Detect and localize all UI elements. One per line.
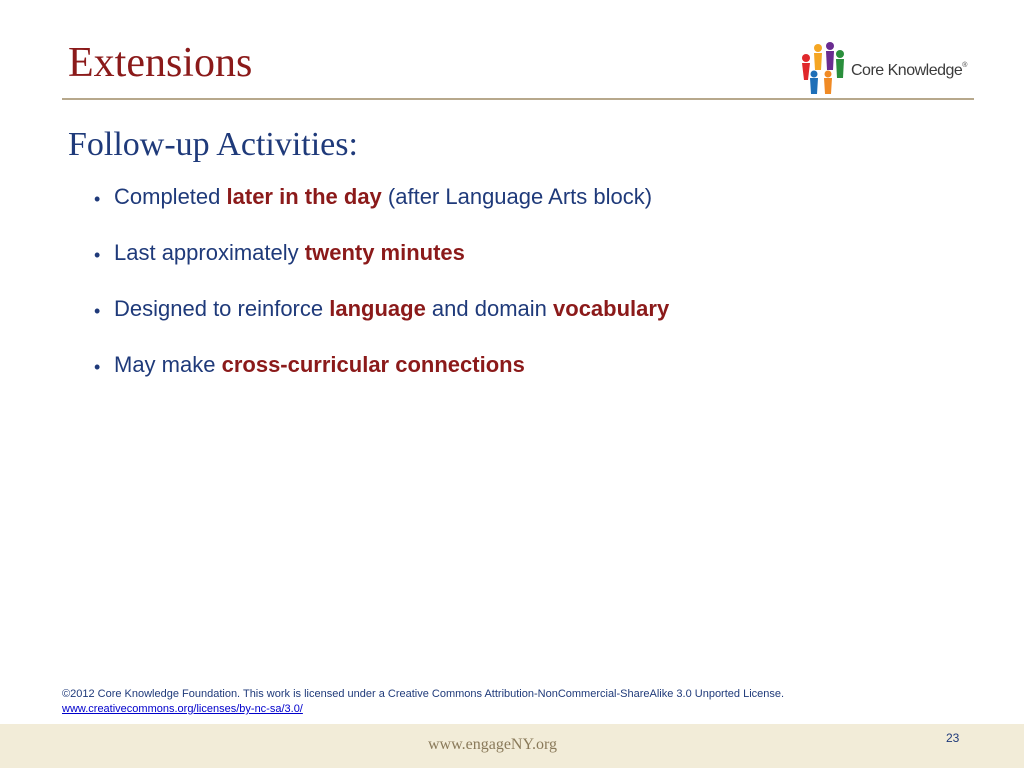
license-notice [62, 687, 784, 717]
page-number: 23 [946, 731, 960, 745]
bullet-item [94, 352, 669, 384]
slide-title: Extensions [68, 40, 253, 86]
title-divider [62, 98, 974, 100]
bullet-highlight: language [329, 296, 426, 321]
bullet-dot-icon: • [94, 357, 101, 377]
logo-wordmark [851, 62, 967, 80]
logo-wordmark-text: Core Knowledge [851, 62, 963, 79]
logo-registered-mark: ® [962, 62, 967, 69]
core-knowledge-logo [796, 40, 976, 98]
people-figures-icon [796, 40, 852, 96]
bullet-text: May make [114, 352, 222, 377]
bullet-text: Last approximately [114, 240, 305, 265]
bullet-highlight: cross-curricular connections [221, 352, 525, 377]
bullet-item [94, 184, 669, 216]
bullet-dot-icon: • [94, 189, 101, 209]
bullet-highlight: later in the day [226, 184, 382, 209]
slide-subtitle: Follow-up Activities: [68, 126, 358, 163]
bullet-text: Completed [114, 184, 227, 209]
bullet-text: Designed to reinforce [114, 296, 330, 321]
bullet-item [94, 296, 669, 328]
bullet-text: (after Language Arts block) [381, 184, 653, 209]
bullet-list [94, 184, 669, 408]
bullet-highlight: twenty minutes [304, 240, 465, 265]
bullet-dot-icon: • [94, 245, 101, 265]
bullet-highlight: vocabulary [553, 296, 670, 321]
bullet-text: and domain [425, 296, 554, 321]
license-link[interactable]: www.creativecommons.org/licenses/by-nc-sa/3.0/ [62, 703, 303, 715]
footer-site-url: www.engageNY.org [428, 736, 558, 753]
bullet-item [94, 240, 669, 272]
license-text: ©2012 Core Knowledge Foundation. This work is licensed under a Creative Commons Attribution-NonCommercial-ShareAlike 3.0 Unported License. [62, 688, 785, 700]
bullet-dot-icon: • [94, 301, 101, 321]
